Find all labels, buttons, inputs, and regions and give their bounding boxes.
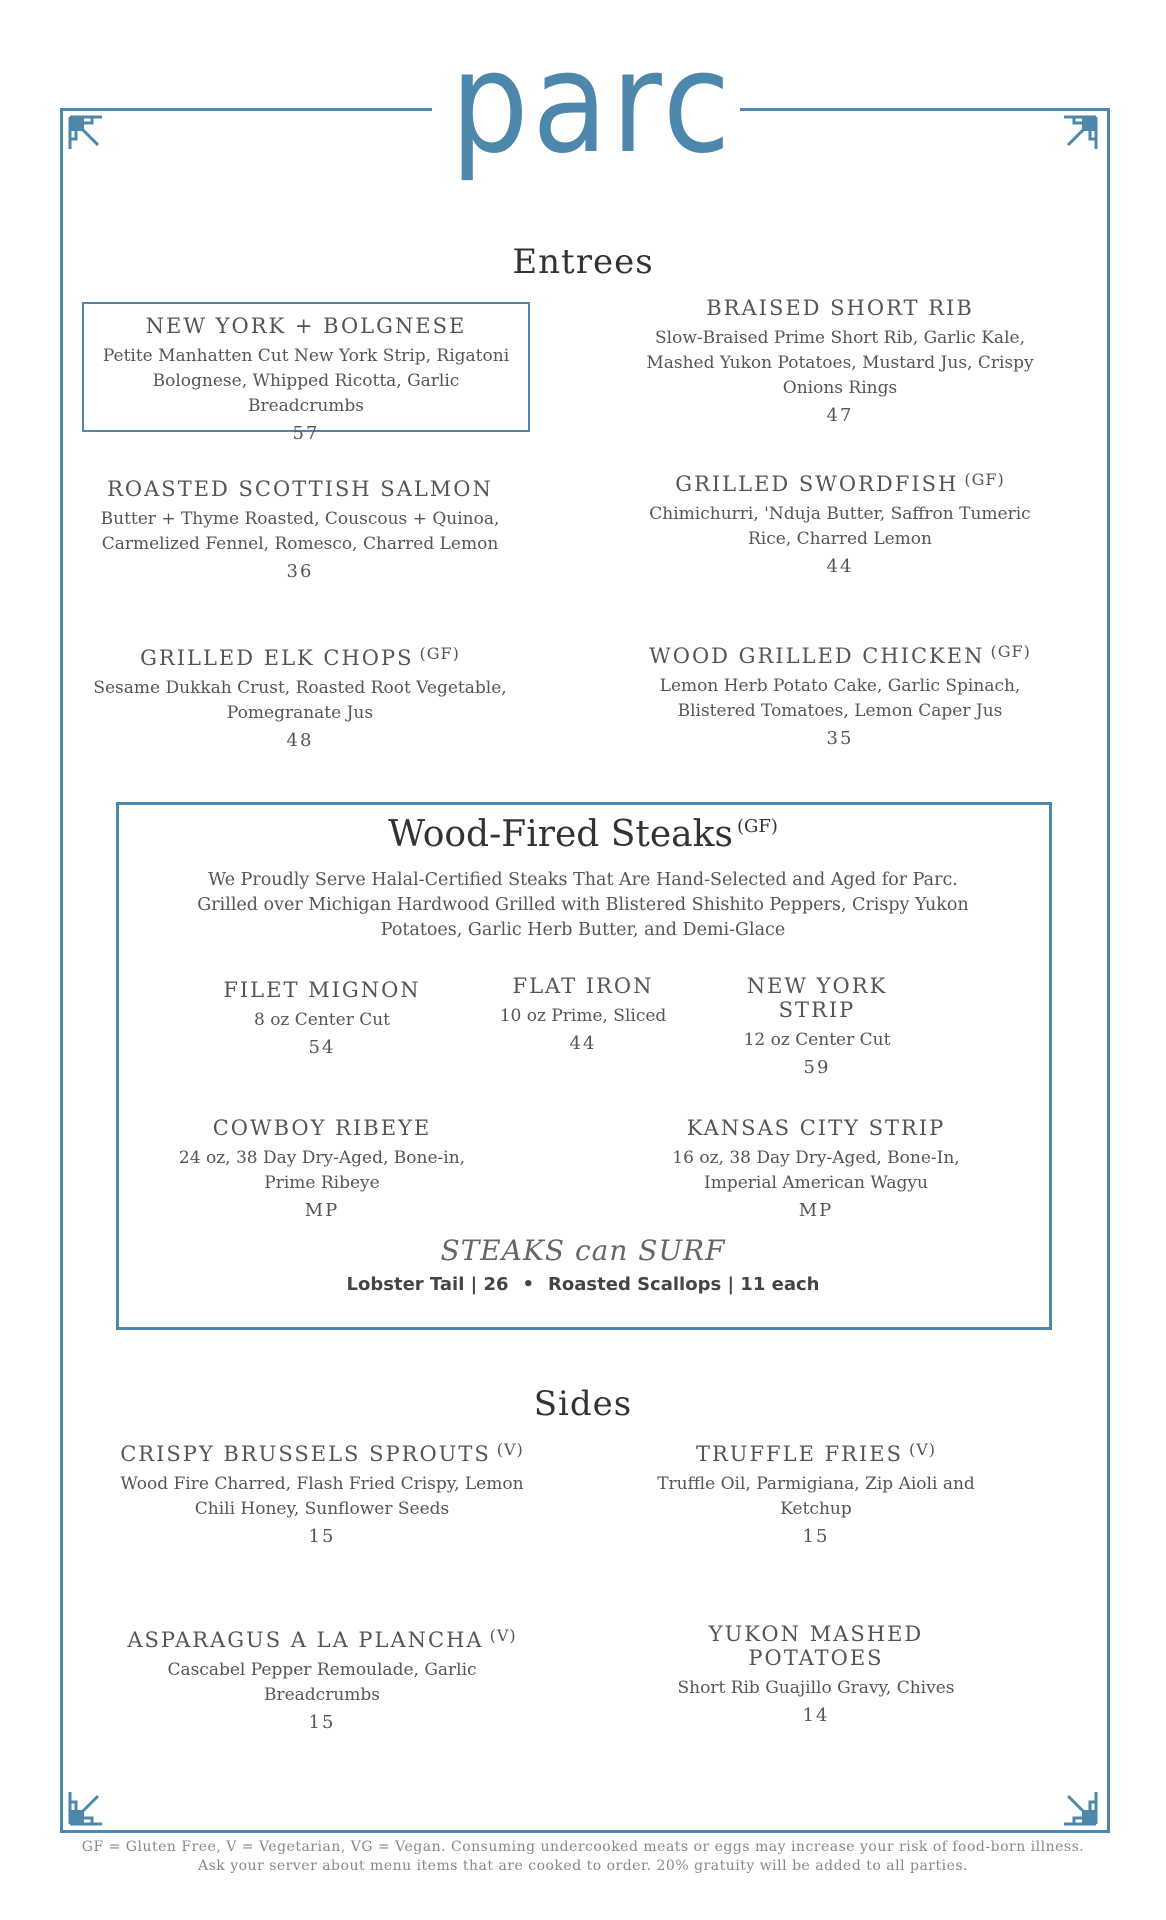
entree-desc: Butter + Thyme Roasted, Couscous + Quinoa, Carmelized Fennel, Romesco, Charred Lemon <box>100 509 500 554</box>
steak-price: 54 <box>308 1037 336 1058</box>
steak-name: COWBOY RIBEYE <box>212 1116 432 1140</box>
side-item <box>120 1440 524 1552</box>
steak-item <box>664 1116 968 1226</box>
entree-item <box>640 296 1040 431</box>
entrees-title: Entrees <box>512 242 654 282</box>
side-price: 15 <box>308 1526 336 1547</box>
bullet-separator: • <box>522 1274 535 1295</box>
logo: parc <box>450 22 734 185</box>
steaks-title-row <box>0 814 1166 855</box>
entree-item <box>90 477 510 587</box>
footnote-disclaimer: GF = Gluten Free, V = Vegetarian, VG = Vegan. Consuming undercooked meats or eggs may increase your risk of food-born illness. Ask your server about menu items that are cooked to order. 20% gratuity will be added to all parties. <box>81 1839 1085 1874</box>
side-item <box>120 1626 524 1738</box>
entree-name: ROASTED SCOTTISH SALMON <box>107 477 493 501</box>
side-item <box>640 1622 992 1731</box>
side-desc: Truffle Oil, Parmigiana, Zip Aioli and Ketchup <box>657 1474 975 1519</box>
entree-name: BRAISED SHORT RIB <box>706 296 974 320</box>
entree-name: WOOD GRILLED CHICKEN <box>649 644 985 668</box>
gf-tag: (GF) <box>990 642 1031 661</box>
side-name: YUKON MASHED POTATOES <box>708 1622 924 1670</box>
gf-tag: (GF) <box>964 470 1005 489</box>
steak-price: MP <box>304 1200 340 1221</box>
v-tag: (V) <box>496 1440 524 1459</box>
steak-name: FLAT IRON <box>512 974 654 998</box>
steak-item <box>170 1116 474 1226</box>
surf-item-lobster: Lobster Tail | 26 <box>346 1274 509 1295</box>
entree-price: 48 <box>286 730 314 751</box>
steak-item <box>472 974 694 1059</box>
steak-item <box>706 974 928 1083</box>
steak-price: 44 <box>569 1033 597 1054</box>
side-desc: Cascabel Pepper Remoulade, Garlic Breadcrumbs <box>167 1660 477 1705</box>
entree-desc: Sesame Dukkah Crust, Roasted Root Vegetable, Pomegranate Jus <box>93 678 507 723</box>
side-name-row <box>120 1440 524 1466</box>
side-name: TRUFFLE FRIES <box>695 1442 903 1466</box>
entree-item <box>94 314 518 449</box>
gf-tag: (GF) <box>419 644 460 663</box>
entree-price: 36 <box>286 561 314 582</box>
steak-desc: 24 oz, 38 Day Dry-Aged, Bone-in, Prime Ribeye <box>178 1148 466 1193</box>
sides-title: Sides <box>533 1384 633 1424</box>
steak-desc: 12 oz Center Cut <box>743 1030 891 1050</box>
steak-name: KANSAS CITY STRIP <box>686 1116 946 1140</box>
entree-price: 35 <box>826 728 854 749</box>
v-tag: (V) <box>908 1440 937 1459</box>
corner-ornament-icon <box>1062 115 1098 151</box>
entree-name: GRILLED SWORDFISH <box>675 472 959 496</box>
steak-desc: 16 oz, 38 Day Dry-Aged, Bone-In, Imperial American Wagyu <box>672 1148 960 1193</box>
entree-price: 47 <box>826 405 854 426</box>
surf-items <box>0 1274 1166 1295</box>
side-desc: Short Rib Guajillo Gravy, Chives <box>677 1678 955 1698</box>
corner-ornament-icon <box>68 115 104 151</box>
surf-title: STEAKS can SURF <box>440 1234 726 1267</box>
entree-desc: Lemon Herb Potato Cake, Garlic Spinach, Blistered Tomatoes, Lemon Caper Jus <box>659 676 1021 721</box>
entree-name-row <box>90 644 510 670</box>
side-desc: Wood Fire Charred, Flash Fried Crispy, Lemon Chili Honey, Sunflower Seeds <box>120 1474 524 1519</box>
side-price: 15 <box>802 1526 830 1547</box>
entree-item <box>640 642 1040 754</box>
steak-name: NEW YORK STRIP <box>746 974 888 1022</box>
entree-desc: Chimichurri, 'Nduja Butter, Saffron Tumeric Rice, Charred Lemon <box>649 504 1031 549</box>
corner-ornament-icon <box>1062 1790 1098 1826</box>
side-price: 14 <box>802 1705 830 1726</box>
entree-price: 57 <box>292 423 320 444</box>
side-item <box>646 1440 986 1552</box>
surf-item-scallops: Roasted Scallops | 11 each <box>548 1274 820 1295</box>
steaks-title: Wood-Fired Steaks <box>388 814 733 855</box>
entree-price: 44 <box>826 556 854 577</box>
entree-desc: Slow-Braised Prime Short Rib, Garlic Kale, Mashed Yukon Potatoes, Mustard Jus, Crispy Onions Rings <box>646 328 1034 398</box>
side-name: ASPARAGUS A LA PLANCHA <box>127 1628 484 1652</box>
steaks-intro: We Proudly Serve Halal-Certified Steaks That Are Hand-Selected and Aged for Parc. Grilled over Michigan Hardwood Grilled with Blistered Shishito Peppers, Crispy Yukon Potatoes, Garlic Herb Butter, and Demi-Glace <box>197 870 969 940</box>
side-name: CRISPY BRUSSELS SPROUTS <box>120 1442 491 1466</box>
entree-name: GRILLED ELK CHOPS <box>140 646 414 670</box>
gf-tag: (GF) <box>736 816 778 837</box>
side-name-row <box>120 1626 524 1652</box>
entree-desc: Petite Manhatten Cut New York Strip, Rigatoni Bolognese, Whipped Ricotta, Garlic Breadcrumbs <box>102 346 510 416</box>
steak-name: FILET MIGNON <box>223 978 421 1002</box>
corner-ornament-icon <box>68 1790 104 1826</box>
side-name-row <box>646 1440 986 1466</box>
entree-item <box>640 470 1040 582</box>
entree-name-row <box>640 470 1040 496</box>
steak-price: MP <box>798 1200 834 1221</box>
entree-name-row <box>640 642 1040 668</box>
steak-item <box>200 978 444 1063</box>
steak-desc: 8 oz Center Cut <box>253 1010 391 1030</box>
steak-desc: 10 oz Prime, Sliced <box>499 1006 667 1026</box>
entree-item <box>90 644 510 756</box>
steak-price: 59 <box>803 1057 831 1078</box>
entree-name: NEW YORK + BOLGNESE <box>145 314 467 338</box>
side-price: 15 <box>308 1712 336 1733</box>
v-tag: (V) <box>489 1626 517 1645</box>
